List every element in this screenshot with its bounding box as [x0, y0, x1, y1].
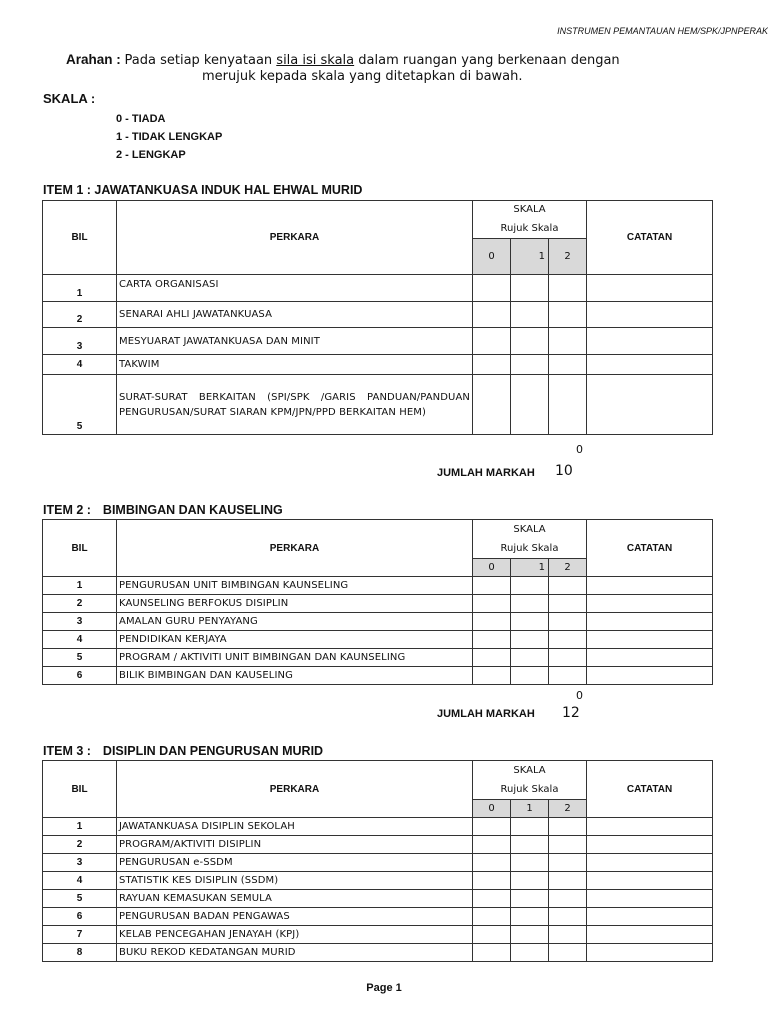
- row-perkara: PENGURUSAN UNIT BIMBINGAN KAUNSELING: [117, 577, 473, 595]
- scale-legend: [116, 110, 222, 164]
- scale-0-cell[interactable]: [473, 836, 511, 854]
- scale-1-header: 1: [511, 559, 549, 577]
- scale-1-cell[interactable]: [511, 944, 549, 962]
- scale-2-header: 2: [549, 239, 587, 275]
- scale-1-cell[interactable]: [511, 890, 549, 908]
- row-bil: 1: [43, 577, 117, 595]
- scale-2-cell[interactable]: [549, 375, 587, 435]
- scale-0-header: 0: [473, 239, 511, 275]
- table-row: [43, 649, 713, 667]
- row-bil: 4: [43, 355, 117, 375]
- row-perkara: SENARAI AHLI JAWATANKUASA: [117, 302, 473, 328]
- scale-0-header: 0: [473, 800, 511, 818]
- row-perkara: PROGRAM / AKTIVITI UNIT BIMBINGAN DAN KAUNSELING: [117, 649, 473, 667]
- instructions-colon: :: [112, 52, 125, 67]
- row-perkara: CARTA ORGANISASI: [117, 275, 473, 302]
- row-bil: 4: [43, 631, 117, 649]
- item-1-jumlah-label: JUMLAH MARKAH: [437, 467, 535, 479]
- scale-1-cell[interactable]: [511, 275, 549, 302]
- scale-2-cell[interactable]: [549, 613, 587, 631]
- item-2-title: [43, 503, 283, 517]
- table-row: [43, 836, 713, 854]
- scale-0-cell[interactable]: [473, 375, 511, 435]
- row-perkara: MESYUARAT JAWATANKUASA DAN MINIT: [117, 328, 473, 355]
- item-3-number: ITEM 3 :: [43, 744, 91, 758]
- scale-2-cell[interactable]: [549, 275, 587, 302]
- item-2-number: ITEM 2 :: [43, 503, 91, 517]
- table-row: [43, 926, 713, 944]
- scale-0-cell[interactable]: [473, 595, 511, 613]
- row-perkara: PENGURUSAN e-SSDM: [117, 854, 473, 872]
- catatan-header: CATATAN: [587, 520, 713, 577]
- catatan-cell[interactable]: [587, 944, 713, 962]
- row-perkara: KELAB PENCEGAHAN JENAYAH (KPJ): [117, 926, 473, 944]
- item-1-total: 0: [576, 443, 583, 456]
- scale-0-cell[interactable]: [473, 854, 511, 872]
- table-row: [43, 613, 713, 631]
- row-bil: 1: [43, 818, 117, 836]
- document-header: INSTRUMEN PEMANTAUAN HEM/SPK/JPNPERAK: [557, 26, 768, 36]
- item-1-table: [42, 200, 713, 435]
- scale-2-cell[interactable]: [549, 944, 587, 962]
- instructions-text-after: dalam ruangan yang berkenaan dengan: [354, 53, 620, 68]
- catatan-cell[interactable]: [587, 854, 713, 872]
- table-row: [43, 577, 713, 595]
- scale-2-cell[interactable]: [549, 631, 587, 649]
- scale-1-cell[interactable]: [511, 613, 549, 631]
- row-bil: 7: [43, 926, 117, 944]
- table-row: [43, 818, 713, 836]
- row-bil: 2: [43, 595, 117, 613]
- table-row: [43, 872, 713, 890]
- scale-0-cell[interactable]: [473, 577, 511, 595]
- catatan-cell[interactable]: [587, 302, 713, 328]
- scale-0-cell[interactable]: [473, 908, 511, 926]
- row-perkara: RAYUAN KEMASUKAN SEMULA: [117, 890, 473, 908]
- scale-2-cell[interactable]: [549, 667, 587, 685]
- scale-0-header: 0: [473, 559, 511, 577]
- skala-header: SKALA: [473, 761, 587, 780]
- table-row: [43, 908, 713, 926]
- rujuk-skala-header: Rujuk Skala: [473, 780, 587, 800]
- bil-header: BIL: [43, 520, 117, 577]
- scale-2-cell[interactable]: [549, 302, 587, 328]
- item-2-jumlah-label: JUMLAH MARKAH: [437, 708, 535, 720]
- catatan-cell[interactable]: [587, 872, 713, 890]
- scale-1-cell[interactable]: [511, 595, 549, 613]
- bil-header: BIL: [43, 201, 117, 275]
- item-3-title: [43, 744, 323, 758]
- scale-heading: SKALA :: [43, 91, 96, 106]
- table-row: [43, 375, 713, 435]
- row-perkara: JAWATANKUASA DISIPLIN SEKOLAH: [117, 818, 473, 836]
- item-2-name: BIMBINGAN DAN KAUSELING: [102, 503, 283, 517]
- row-bil: 2: [43, 302, 117, 328]
- scale-2-cell[interactable]: [549, 872, 587, 890]
- row-bil: 2: [43, 836, 117, 854]
- item-2-total: 0: [576, 689, 583, 702]
- catatan-cell[interactable]: [587, 926, 713, 944]
- catatan-cell[interactable]: [587, 818, 713, 836]
- row-perkara: PROGRAM/AKTIVITI DISIPLIN: [117, 836, 473, 854]
- instructions-label: Arahan: [66, 52, 113, 67]
- row-bil: 5: [43, 375, 117, 435]
- catatan-cell[interactable]: [587, 836, 713, 854]
- scale-2-header: 2: [549, 559, 587, 577]
- scale-1-cell[interactable]: [511, 302, 549, 328]
- table-row: [43, 302, 713, 328]
- row-perkara: TAKWIM: [117, 355, 473, 375]
- table-row: [43, 944, 713, 962]
- scale-2-cell[interactable]: [549, 649, 587, 667]
- table-row: [43, 328, 713, 355]
- scale-0-cell[interactable]: [473, 818, 511, 836]
- instructions-text-before: Pada setiap kenyataan: [124, 53, 277, 68]
- catatan-cell[interactable]: [587, 355, 713, 375]
- row-perkara: BUKU REKOD KEDATANGAN MURID: [117, 944, 473, 962]
- item-2-jumlah-value: 12: [562, 705, 580, 721]
- perkara-header: PERKARA: [117, 201, 473, 275]
- table-row: [43, 667, 713, 685]
- row-bil: 6: [43, 667, 117, 685]
- scale-0-cell[interactable]: [473, 355, 511, 375]
- catatan-cell[interactable]: [587, 275, 713, 302]
- row-bil: 3: [43, 854, 117, 872]
- scale-1-cell[interactable]: [511, 854, 549, 872]
- scale-1-header: 1: [511, 239, 549, 275]
- scale-0-cell[interactable]: [473, 275, 511, 302]
- scale-0-cell[interactable]: [473, 302, 511, 328]
- row-perkara: STATISTIK KES DISIPLIN (SSDM): [117, 872, 473, 890]
- scale-0-cell[interactable]: [473, 926, 511, 944]
- catatan-cell[interactable]: [587, 667, 713, 685]
- table-row: [43, 890, 713, 908]
- row-perkara: PENDIDIKAN KERJAYA: [117, 631, 473, 649]
- scale-1-cell[interactable]: [511, 577, 549, 595]
- scale-item-1: 1 - TIDAK LENGKAP: [116, 131, 223, 143]
- scale-2-cell[interactable]: [549, 577, 587, 595]
- scale-1-header: 1: [511, 800, 549, 818]
- catatan-cell[interactable]: [587, 649, 713, 667]
- table-row: [43, 631, 713, 649]
- row-bil: 6: [43, 908, 117, 926]
- scale-1-cell[interactable]: [511, 649, 549, 667]
- catatan-cell[interactable]: [587, 577, 713, 595]
- scale-1-cell[interactable]: [511, 872, 549, 890]
- catatan-header: CATATAN: [587, 201, 713, 275]
- row-perkara: SURAT-SURAT BERKAITAN (SPI/SPK /GARIS PANDUAN/PANDUAN PENGURUSAN/SURAT SIARAN KPM/JPN/PPD BERKAITAN HEM): [117, 375, 473, 435]
- row-bil: 3: [43, 328, 117, 355]
- scale-2-cell[interactable]: [549, 355, 587, 375]
- scale-0-cell[interactable]: [473, 872, 511, 890]
- scale-2-cell[interactable]: [549, 328, 587, 355]
- item-1-title: [43, 183, 362, 197]
- scale-0-cell[interactable]: [473, 328, 511, 355]
- scale-0-cell[interactable]: [473, 649, 511, 667]
- bil-header: BIL: [43, 761, 117, 818]
- table-row: [43, 275, 713, 302]
- scale-2-cell[interactable]: [549, 818, 587, 836]
- scale-0-cell[interactable]: [473, 667, 511, 685]
- row-bil: 3: [43, 613, 117, 631]
- row-perkara: AMALAN GURU PENYAYANG: [117, 613, 473, 631]
- scale-2-cell[interactable]: [549, 926, 587, 944]
- perkara-header: PERKARA: [117, 761, 473, 818]
- scale-item-0: 0 - TIADA: [116, 113, 166, 125]
- item-1-number: ITEM 1 :: [43, 183, 91, 197]
- scale-0-cell[interactable]: [473, 944, 511, 962]
- row-bil: 1: [43, 275, 117, 302]
- scale-1-cell[interactable]: [511, 667, 549, 685]
- scale-1-cell[interactable]: [511, 328, 549, 355]
- catatan-cell[interactable]: [587, 908, 713, 926]
- catatan-header: CATATAN: [587, 761, 713, 818]
- item-2-table: [42, 519, 713, 685]
- scale-1-cell[interactable]: [511, 631, 549, 649]
- scale-1-cell[interactable]: [511, 836, 549, 854]
- scale-2-cell[interactable]: [549, 908, 587, 926]
- skala-header: SKALA: [473, 520, 587, 539]
- scale-0-cell[interactable]: [473, 890, 511, 908]
- table-row: [43, 854, 713, 872]
- scale-1-cell[interactable]: [511, 375, 549, 435]
- scale-2-cell[interactable]: [549, 836, 587, 854]
- scale-1-cell[interactable]: [511, 355, 549, 375]
- scale-2-header: 2: [549, 800, 587, 818]
- scale-0-cell[interactable]: [473, 613, 511, 631]
- scale-2-cell[interactable]: [549, 854, 587, 872]
- row-perkara: PENGURUSAN BADAN PENGAWAS: [117, 908, 473, 926]
- table-row: [43, 355, 713, 375]
- scale-2-cell[interactable]: [549, 595, 587, 613]
- scale-2-cell[interactable]: [549, 890, 587, 908]
- item-1-jumlah-value: 10: [555, 463, 573, 479]
- row-bil: 5: [43, 890, 117, 908]
- scale-1-cell[interactable]: [511, 818, 549, 836]
- page-number: Page 1: [366, 982, 402, 994]
- row-perkara: BILIK BIMBINGAN DAN KAUSELING: [117, 667, 473, 685]
- catatan-cell[interactable]: [587, 890, 713, 908]
- catatan-cell[interactable]: [587, 328, 713, 355]
- instructions-underlined: sila isi skala: [276, 53, 355, 68]
- scale-1-cell[interactable]: [511, 908, 549, 926]
- item-1-name: JAWATANKUASA INDUK HAL EHWAL MURID: [94, 183, 363, 197]
- catatan-cell[interactable]: [587, 613, 713, 631]
- instructions-line2: merujuk kepada skala yang ditetapkan di bawah.: [202, 69, 523, 84]
- perkara-header: PERKARA: [117, 520, 473, 577]
- row-perkara: KAUNSELING BERFOKUS DISIPLIN: [117, 595, 473, 613]
- catatan-cell[interactable]: [587, 375, 713, 435]
- scale-0-cell[interactable]: [473, 631, 511, 649]
- catatan-cell[interactable]: [587, 595, 713, 613]
- rujuk-skala-header: Rujuk Skala: [473, 219, 587, 239]
- table-row: [43, 595, 713, 613]
- row-bil: 4: [43, 872, 117, 890]
- row-bil: 8: [43, 944, 117, 962]
- row-bil: 5: [43, 649, 117, 667]
- scale-1-cell[interactable]: [511, 926, 549, 944]
- item-3-name: DISIPLIN DAN PENGURUSAN MURID: [102, 744, 324, 758]
- scale-item-2: 2 - LENGKAP: [116, 149, 186, 161]
- catatan-cell[interactable]: [587, 631, 713, 649]
- skala-header: SKALA: [473, 201, 587, 219]
- item-3-table: [42, 760, 713, 962]
- rujuk-skala-header: Rujuk Skala: [473, 539, 587, 559]
- instructions: [66, 52, 706, 85]
